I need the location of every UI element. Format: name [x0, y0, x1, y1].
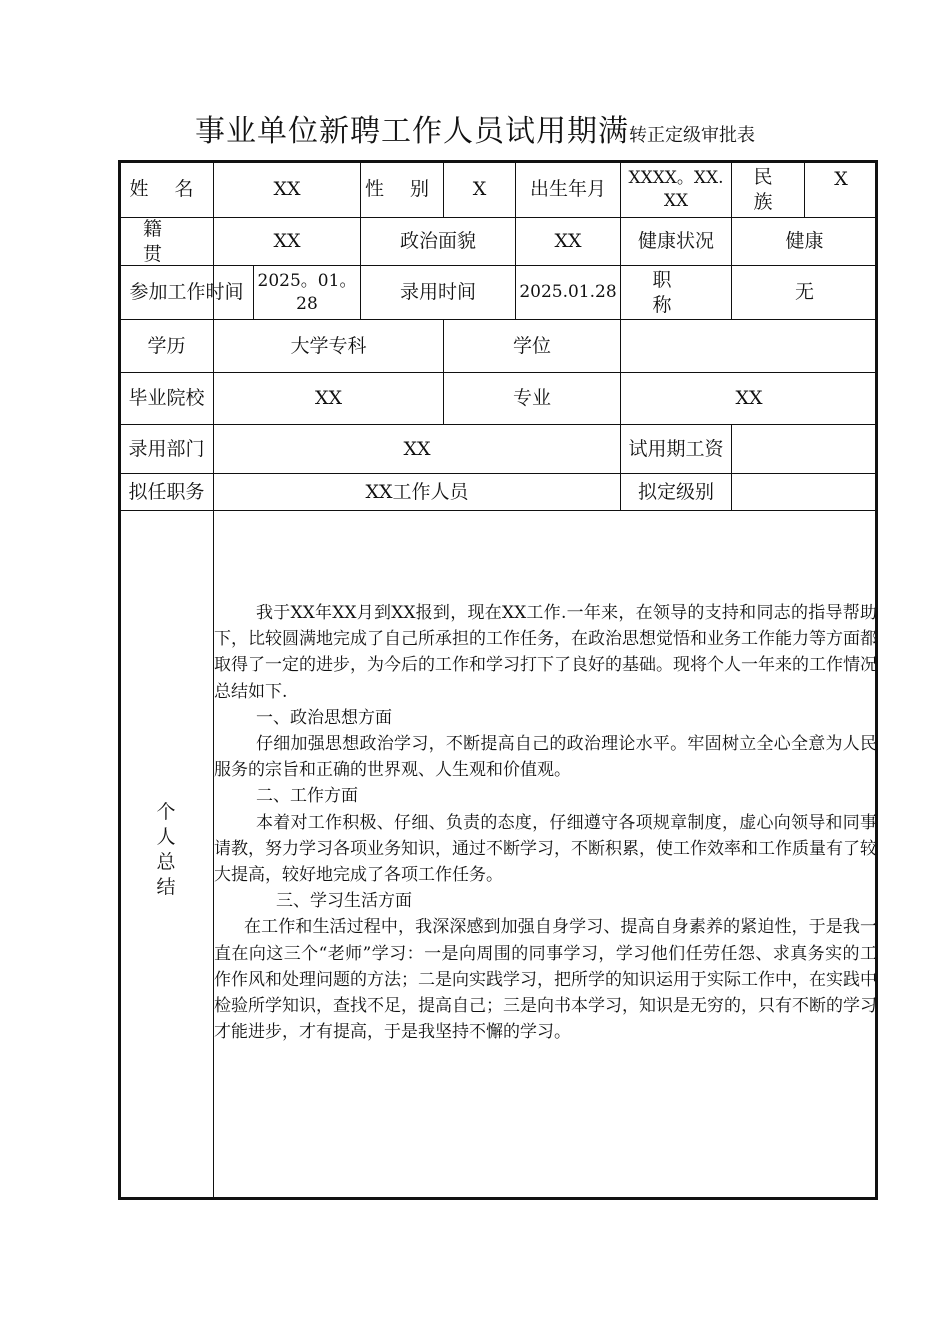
ethnicity-value: X — [834, 167, 848, 190]
hire-time-value: 2025.01.28 — [519, 282, 617, 303]
position-value: XX工作人员 — [365, 480, 469, 503]
work-start-value: 2025。01。28 — [257, 271, 357, 314]
health-label: 健康状况 — [637, 230, 714, 253]
native-place-value: XX — [273, 230, 301, 253]
level-value — [732, 474, 877, 510]
major-value: XX — [735, 387, 763, 410]
job-title-value: 无 — [794, 281, 814, 304]
position-label: 拟任职务 — [128, 480, 205, 503]
degree-label: 学位 — [512, 334, 551, 357]
school-value: XX — [314, 387, 343, 410]
probation-salary-value — [732, 425, 877, 473]
summary-label-char: 结 — [156, 876, 176, 898]
summary-label-char: 总 — [156, 851, 176, 873]
birth-label: 出生年月 — [529, 178, 606, 201]
summary-paragraph: 仔细加强思想政治学习，不断提高自己的政治理论水平。牢固树立全心全意为人民服务的宗旨和正确的世界观、人生观和价值观。 — [214, 734, 877, 781]
summary-label-char: 人 — [156, 826, 176, 848]
row-divider — [120, 510, 877, 511]
school-label: 毕业院校 — [128, 387, 205, 410]
probation-salary-label: 试用期工资 — [628, 437, 724, 460]
name-label: 姓 名 — [129, 178, 204, 201]
summary-heading: 三、学习生活方面 — [276, 891, 412, 912]
summary-paragraph: 我于XX年XX月到XX报到，现在XX工作.一年来，在领导的支持和同志的指导帮助下，比较圆满地完成了自己所承担的工作任务，在政治思想觉悟和业务工作能力等方面都取得了一定的进步，为今后的工作和学习打下了良好的基础。现将个人一年来的工作情况总结如下. — [214, 603, 877, 702]
degree-value — [621, 320, 877, 372]
summary-paragraph: 在工作和生活过程中，我深深感到加强自身学习、提高自身素养的紧迫性，于是我一直在向这三个“老师”学习：一是向周围的同事学习，学习他们任劳任怨、求真务实的工作作风和处理问题的方法；二是向实践学习，把所学的知识运用于实际工作中，在实践中检验所学知识，查找不足，提高自己；三是向书本学习，知识是无穷的，只有不断的学习才能进步，才有提高，于是我坚持不懈的学习。 — [214, 917, 877, 1043]
summary-paragraph: 本着对工作积极、仔细、负责的态度，仔细遵守各项规章制度，虚心向领导和同事请教，努力学习各项业务知识，通过不断学习，不断积累，使工作效率和工作质量有了较大提高，较好地完成了各项工作任务。 — [214, 812, 877, 886]
name-value: XX — [273, 178, 301, 201]
gender-label: 性 别 — [364, 178, 440, 201]
political-status-value: XX — [554, 230, 582, 253]
summary-heading: 一、政治思想方面 — [256, 707, 392, 728]
education-value: 大学专科 — [290, 334, 367, 357]
native-place-label: 籍 贯 — [142, 218, 190, 265]
health-value: 健康 — [785, 230, 824, 253]
form-title-main: 事业单位新聘工作人员试用期满 — [195, 114, 629, 149]
major-label: 专业 — [512, 387, 551, 410]
gender-value: X — [472, 178, 487, 201]
summary-heading: 二、工作方面 — [256, 786, 358, 807]
department-value: XX — [403, 437, 431, 460]
personal-summary-text — [214, 600, 877, 1045]
job-title-label: 职 称 — [652, 268, 700, 316]
summary-label-char: 个 — [156, 801, 176, 823]
birth-value: XXXX。XX.XX — [628, 168, 724, 211]
work-start-label: 参加工作时间 — [129, 281, 244, 304]
level-label: 拟定级别 — [637, 480, 714, 503]
hire-time-label: 录用时间 — [399, 281, 476, 304]
education-label: 学历 — [147, 334, 186, 357]
personal-summary-label — [120, 800, 212, 900]
department-label: 录用部门 — [128, 437, 205, 460]
form-title-suffix: 转正定级审批表 — [629, 125, 755, 146]
form-title — [0, 106, 950, 150]
political-status-label: 政治面貌 — [399, 230, 476, 253]
ethnicity-label: 民 族 — [753, 165, 783, 213]
